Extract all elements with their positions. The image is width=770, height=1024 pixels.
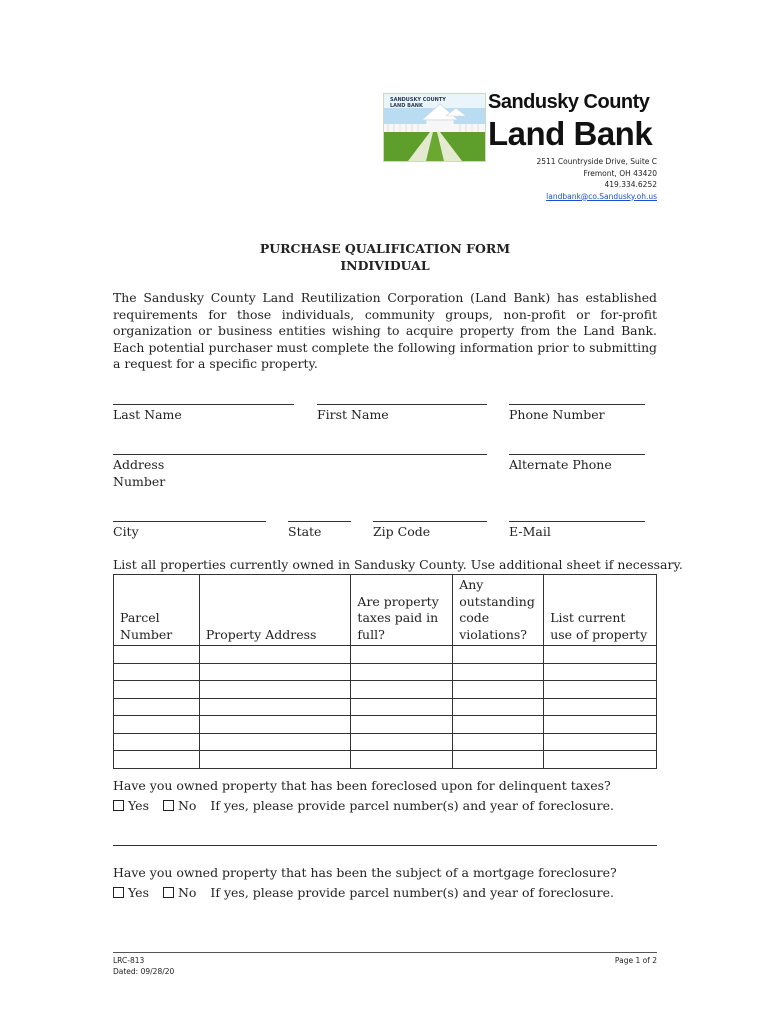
table-row: [114, 663, 657, 681]
table-cell[interactable]: [453, 681, 544, 699]
table-cell[interactable]: [114, 751, 200, 769]
followup-instruction: If yes, please provide parcel number(s) and year of foreclosure.: [210, 798, 614, 813]
table-cell[interactable]: [544, 733, 657, 751]
table-cell[interactable]: [453, 698, 544, 716]
table-cell[interactable]: [351, 733, 453, 751]
table-cell[interactable]: [114, 663, 200, 681]
table-row: [114, 751, 657, 769]
no-label: No: [177, 885, 197, 900]
logo-caption-line2: LAND BANK: [390, 103, 423, 109]
table-cell[interactable]: [544, 663, 657, 681]
no-option[interactable]: [163, 798, 196, 813]
table-cell[interactable]: [199, 716, 351, 734]
address-block: [536, 156, 657, 202]
state-field[interactable]: [288, 521, 351, 522]
alternate-phone-field[interactable]: [509, 454, 645, 455]
no-label: No: [177, 798, 197, 813]
tax-foreclosure-answer-field[interactable]: [113, 845, 657, 846]
address-city: Fremont, OH 43420: [583, 168, 657, 178]
form-code: LRC-813: [113, 956, 145, 965]
table-cell[interactable]: [199, 663, 351, 681]
question-mortgage-foreclosure: Have you owned property that has been the subject of a mortgage foreclosure?: [113, 865, 617, 880]
table-cell[interactable]: [351, 698, 453, 716]
column-header-taxes-paid: Are property taxes paid in full?: [351, 575, 453, 646]
column-header-code-violations: Any outstanding code violations?: [453, 575, 544, 646]
table-cell[interactable]: [114, 733, 200, 751]
table-row: [114, 681, 657, 699]
yes-option[interactable]: [113, 798, 149, 813]
table-cell[interactable]: [544, 698, 657, 716]
zip-code-field[interactable]: [373, 521, 487, 522]
yes-label: Yes: [128, 885, 149, 900]
checkbox-icon[interactable]: [113, 887, 124, 898]
first-name-label: First Name: [317, 407, 389, 422]
no-option[interactable]: [163, 885, 196, 900]
table-cell[interactable]: [199, 733, 351, 751]
address-label-line1: Address: [113, 457, 165, 472]
address-label-line2: Number: [113, 473, 166, 489]
question-mortgage-foreclosure-options: [113, 885, 614, 902]
table-cell[interactable]: [453, 751, 544, 769]
table-cell[interactable]: [114, 698, 200, 716]
intro-paragraph: The Sandusky County Land Reutilization Corporation (Land Bank) has established requirements for those individuals, community groups, non-profit or for-profit organization or business entities wishing to acquire property from the Land Bank. Each potential purchaser must complete the following information prior to submitting a request for a specific property.: [113, 290, 657, 372]
table-cell[interactable]: [453, 733, 544, 751]
checkbox-icon[interactable]: [163, 887, 174, 898]
first-name-field[interactable]: [317, 404, 487, 405]
question-tax-foreclosure: Have you owned property that has been foreclosed upon for delinquent taxes?: [113, 778, 611, 793]
form-date: Dated: 09/28/20: [113, 966, 175, 976]
table-cell[interactable]: [544, 716, 657, 734]
form-subtitle: INDIVIDUAL: [340, 258, 430, 273]
footer-form-info: [113, 956, 174, 977]
address-phone: 419.334.6252: [604, 180, 657, 189]
table-cell[interactable]: [544, 751, 657, 769]
table-cell[interactable]: [453, 663, 544, 681]
checkbox-icon[interactable]: [163, 800, 174, 811]
table-row: [114, 698, 657, 716]
followup-instruction: If yes, please provide parcel number(s) and year of foreclosure.: [210, 885, 614, 900]
city-field[interactable]: [113, 521, 266, 522]
logo-caption-line1: SANDUSKY COUNTY: [390, 97, 446, 103]
last-name-label: Last Name: [113, 407, 182, 422]
table-cell[interactable]: [199, 681, 351, 699]
table-cell[interactable]: [199, 646, 351, 664]
table-cell[interactable]: [544, 681, 657, 699]
properties-instruction: List all properties currently owned in Sandusky County. Use additional sheet if necessary.: [113, 557, 683, 572]
table-cell[interactable]: [351, 681, 453, 699]
table-cell[interactable]: [544, 646, 657, 664]
state-label: State: [288, 524, 322, 539]
city-label: City: [113, 524, 139, 539]
table-cell[interactable]: [114, 646, 200, 664]
phone-number-label: Phone Number: [509, 407, 605, 422]
column-header-parcel-number: Parcel Number: [114, 575, 200, 646]
zip-code-label: Zip Code: [373, 524, 431, 539]
column-header-current-use: List current use of property: [544, 575, 657, 646]
checkbox-icon[interactable]: [113, 800, 124, 811]
table-cell[interactable]: [351, 663, 453, 681]
table-cell[interactable]: [351, 751, 453, 769]
phone-number-field[interactable]: [509, 404, 645, 405]
table-cell[interactable]: [453, 646, 544, 664]
table-cell[interactable]: [453, 716, 544, 734]
address-label: [113, 457, 165, 490]
email-field[interactable]: [509, 521, 645, 522]
table-row: [114, 733, 657, 751]
footer-divider: [113, 952, 657, 953]
table-header-row: [114, 575, 657, 646]
table-cell[interactable]: [199, 698, 351, 716]
land-bank-logo-image: [383, 93, 486, 162]
email-label: E-Mail: [509, 524, 551, 539]
form-title: PURCHASE QUALIFICATION FORM: [259, 241, 511, 256]
table-cell[interactable]: [199, 751, 351, 769]
yes-option[interactable]: [113, 885, 149, 900]
alternate-phone-label: Alternate Phone: [509, 457, 612, 472]
table-row: [114, 646, 657, 664]
yes-label: Yes: [128, 798, 149, 813]
table-cell[interactable]: [351, 646, 453, 664]
brand-name-line2: Land Bank: [488, 115, 653, 152]
address-field[interactable]: [113, 454, 487, 455]
address-street: 2511 Countryside Drive, Suite C: [536, 157, 657, 166]
table-cell[interactable]: [114, 681, 200, 699]
table-row: [114, 716, 657, 734]
email-link[interactable]: landbank@co.Sandusky.oh.us: [546, 191, 657, 201]
column-header-property-address: Property Address: [199, 575, 351, 646]
last-name-field[interactable]: [113, 404, 294, 405]
table-cell[interactable]: [351, 716, 453, 734]
properties-table: [113, 574, 657, 769]
page-number: Page 1 of 2: [614, 956, 657, 965]
brand-name-line1: Sandusky County: [488, 91, 650, 113]
table-cell[interactable]: [114, 716, 200, 734]
question-tax-foreclosure-options: [113, 798, 614, 815]
